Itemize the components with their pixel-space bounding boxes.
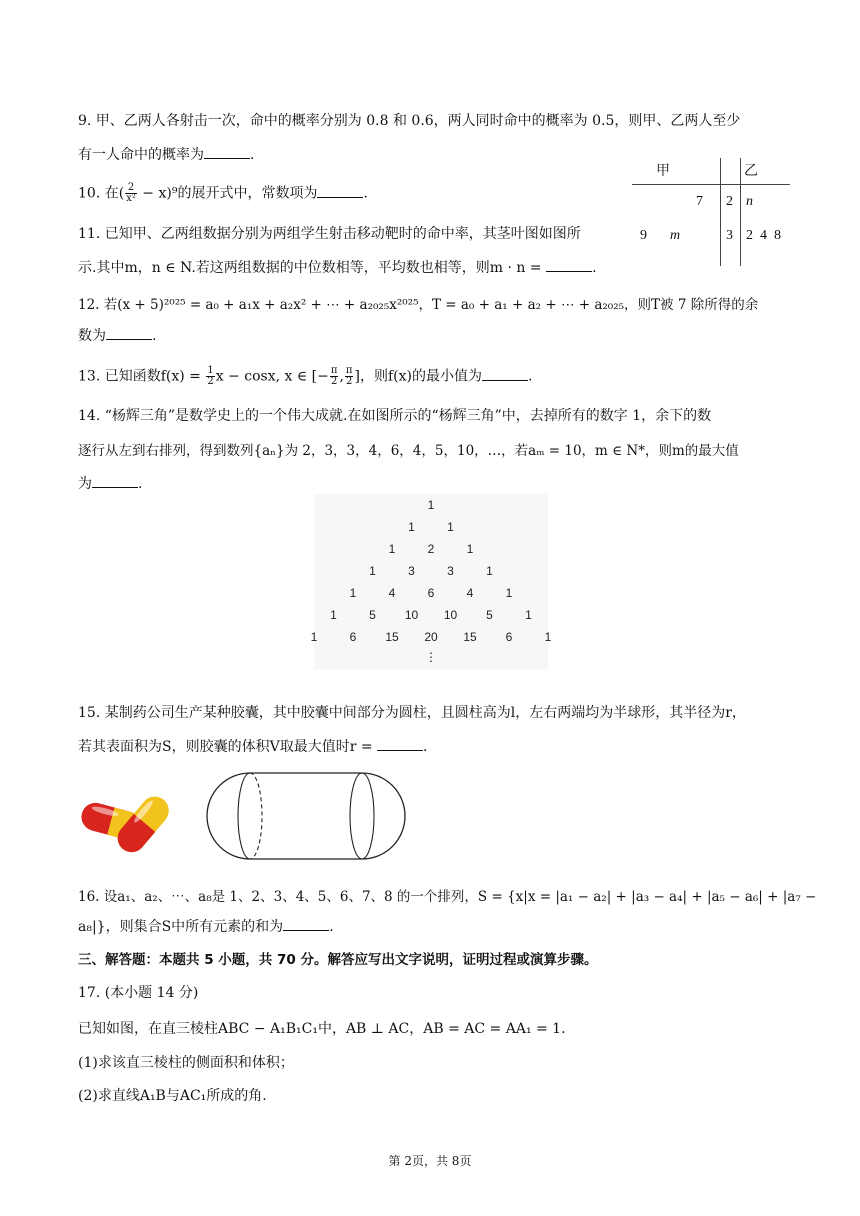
triangle-number: 1 <box>505 586 513 600</box>
answer-blank <box>92 475 138 488</box>
stem-leaf-header-line <box>632 184 790 185</box>
q9-line2: 有一人命中的概率为 . <box>78 147 255 163</box>
triangle-number: 3 <box>408 564 415 578</box>
page-footer: 第 2页，共 8页 <box>388 1154 472 1168</box>
leaf-left: m <box>670 228 681 243</box>
fraction: $\frac{2}{\text{x²}}$ <box>126 182 136 204</box>
triangle-number: 1 <box>525 608 532 622</box>
triangle-number: 1 <box>486 564 493 578</box>
stem: 3 <box>726 228 733 243</box>
triangle-number: 1 <box>427 498 435 512</box>
q13: 13. 已知函数f(x) = $\frac{1}{2}$ x − cosx, x ∈ [− $\frac{\pi}{2}$ , $\frac{\pi}{2}$ ]，则f(x)的最小值为 . <box>78 365 533 387</box>
stem-leaf-head-right: 乙 <box>744 164 758 179</box>
q17-part2: (2)求直线A₁B与AC₁所成的角. <box>78 1088 267 1104</box>
triangle-number: 15 <box>463 630 477 644</box>
triangle-number: 1 <box>466 542 474 556</box>
triangle-number: 1 <box>447 520 454 534</box>
q12-line2: 数为 . <box>78 328 157 344</box>
q11-line1: 11. 已知甲、乙两组数据分别为两组学生射击移动靶时的命中率，其茎叶图如图所 <box>78 226 581 242</box>
leaf-right: 2 4 8 <box>746 228 781 243</box>
q9-line1: 9. 甲、乙两人各射击一次，命中的概率分别为 0.8 和 0.6，两人同时命中的概率为 0.5，则甲、乙两人至少 <box>78 113 741 129</box>
q14-line1: 14. “杨辉三角”是数学史上的一个伟大成就.在如图所示的“杨辉三角”中，去掉所有的数字 1，余下的数 <box>78 408 712 424</box>
triangle-number: 4 <box>466 586 474 600</box>
section-heading: 三、解答题：本题共 5 小题，共 70 分。解答应写出文字说明，证明过程或演算步骤。 <box>78 952 598 968</box>
q15-line2: 若其表面积为S，则胶囊的体积V取最大值时r = . <box>78 739 428 755</box>
answer-blank <box>204 146 250 159</box>
triangle-number: 2 <box>427 542 435 556</box>
fraction: $\frac{\pi}{2}$ <box>330 365 338 387</box>
answer-blank <box>546 259 592 272</box>
triangle-continuation-dots: ⋮ <box>425 650 437 664</box>
stem: 2 <box>726 194 733 209</box>
q10: 10. 在( $\frac{2}{\text{x²}}$ − x)⁹的展开式中，常数项为 . <box>78 182 368 204</box>
q17-heading: 17. (本小题 14 分) <box>78 985 199 1001</box>
yanghui-triangle <box>310 494 552 670</box>
stem-leaf-plot <box>632 158 792 268</box>
triangle-number: 6 <box>349 630 357 644</box>
q16-line1: 16. 设a₁、a₂、⋯、a₈是 1、2、3、4、5、6、7、8 的一个排列，S = {x|x = |a₁ − a₂| + |a₃ − a₄| + |a₅ − a₆| + |a₇ − <box>78 889 817 905</box>
q15-line1: 15. 某制药公司生产某种胶囊，其中胶囊中间部分为圆柱，且圆柱高为l，左右两端均为半球形，其半径为r， <box>78 705 746 721</box>
capsule-pills-image <box>74 790 174 860</box>
q12-line1: 12. 若(x + 5)²⁰²⁵ = a₀ + a₁x + a₂x² + ⋯ + a₂₀₂₅x²⁰²⁵，T = a₀ + a₁ + a₂ + ⋯ + a₂₀₂₅，则T被 7 除所得的余 <box>78 297 759 313</box>
answer-blank <box>106 327 152 340</box>
triangle-number: 20 <box>424 630 438 644</box>
triangle-number: 10 <box>404 608 419 622</box>
triangle-number: 1 <box>369 564 376 578</box>
stem-leaf-head-left: 甲 <box>656 164 670 179</box>
triangle-number: 6 <box>505 630 513 644</box>
fraction: $\frac{1}{2}$ <box>207 365 214 387</box>
fraction: $\frac{\pi}{2}$ <box>345 365 353 387</box>
q17-part1: (1)求该直三棱柱的侧面积和体积； <box>78 1055 294 1071</box>
capsule-diagram <box>202 770 408 862</box>
q17-line1: 已知如图，在直三棱柱ABC − A₁B₁C₁中，AB ⊥ AC，AB = AC = AA₁ = 1. <box>78 1021 566 1037</box>
answer-blank <box>377 738 423 751</box>
answer-blank <box>283 918 329 931</box>
leaf-left: 7 <box>696 194 703 209</box>
leaf-right: n <box>746 194 753 209</box>
triangle-number: 1 <box>349 586 357 600</box>
stem-divider-left <box>720 158 721 266</box>
triangle-number: 1 <box>388 542 396 556</box>
leaf-left: 9 <box>640 228 647 243</box>
triangle-number: 3 <box>447 564 454 578</box>
triangle-number: 4 <box>388 586 396 600</box>
triangle-number: 15 <box>385 630 399 644</box>
triangle-number: 1 <box>408 520 415 534</box>
q16-line2: a₈|}，则集合S中所有元素的和为 . <box>78 919 334 935</box>
triangle-number: 5 <box>369 608 376 622</box>
triangle-number: 10 <box>443 608 458 622</box>
q11-line2: 示.其中m，n ∈ N.若这两组数据的中位数相等，平均数也相等，则m · n = . <box>78 260 597 276</box>
answer-blank <box>482 368 528 381</box>
q14-line2: 逐行从左到右排列，得到数列{aₙ}为 2，3，3，4，6，4，5，10，…，若aₘ = 10，m ∈ N*，则m的最大值 <box>78 443 739 459</box>
q14-line3: 为 . <box>78 476 143 492</box>
triangle-number: 6 <box>427 586 435 600</box>
answer-blank <box>317 185 363 198</box>
triangle-number: 5 <box>486 608 493 622</box>
stem-divider-right <box>740 158 741 266</box>
triangle-number: 1 <box>330 608 337 622</box>
triangle-number: 1 <box>544 630 552 644</box>
triangle-number: 1 <box>310 630 318 644</box>
